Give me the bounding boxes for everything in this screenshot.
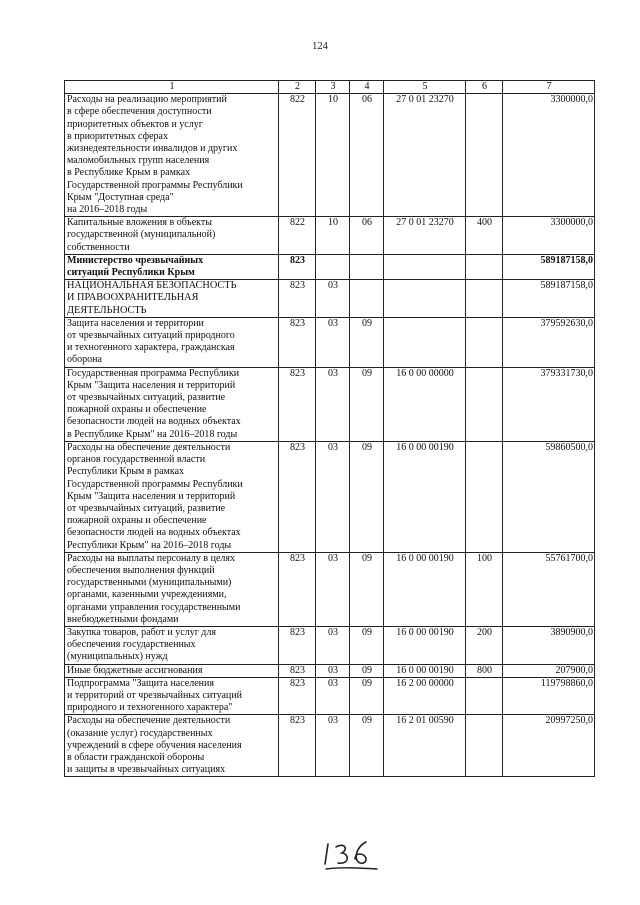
row-subsection: 06 xyxy=(350,217,384,255)
row-name: Расходы на обеспечение деятельности (оказание услуг) государственных учреждений в сфере обучения населения в области гражданской обороны и защиты в чрезвычайных ситуациях xyxy=(65,715,279,777)
row-section: 03 xyxy=(316,367,350,441)
table-row xyxy=(65,626,595,664)
row-target-article: 16 2 01 00590 xyxy=(384,715,466,777)
row-section: 03 xyxy=(316,552,350,626)
row-amount: 119798860,0 xyxy=(503,677,595,715)
table-row xyxy=(65,441,595,552)
row-subsection xyxy=(350,254,384,279)
row-name: НАЦИОНАЛЬНАЯ БЕЗОПАСНОСТЬ И ПРАВООХРАНИТЕЛЬНАЯ ДЕЯТЕЛЬНОСТЬ xyxy=(65,280,279,318)
row-target-article: 16 0 00 00190 xyxy=(384,664,466,677)
row-subsection: 09 xyxy=(350,317,384,367)
row-section: 03 xyxy=(316,441,350,552)
row-admin-code: 822 xyxy=(279,94,316,217)
row-subsection: 06 xyxy=(350,94,384,217)
row-name: Государственная программа Республики Крым "Защита населения и территорий от чрезвычайных ситуаций, развитие пожарной охраны и обеспечение безопасности людей на водных объектах в Республике Крым" на 2016–2018 годы xyxy=(65,367,279,441)
table-row xyxy=(65,367,595,441)
row-expense-type: 400 xyxy=(466,217,503,255)
row-expense-type: 800 xyxy=(466,664,503,677)
row-target-article xyxy=(384,254,466,279)
budget-table xyxy=(64,80,595,777)
handwritten-page-mark xyxy=(322,838,382,874)
table-row xyxy=(65,677,595,715)
row-name: Иные бюджетные ассигнования xyxy=(65,664,279,677)
row-admin-code: 823 xyxy=(279,254,316,279)
row-amount: 207900,0 xyxy=(503,664,595,677)
row-expense-type xyxy=(466,94,503,217)
row-section: 03 xyxy=(316,280,350,318)
page-number: 124 xyxy=(312,41,328,52)
table-row xyxy=(65,552,595,626)
row-amount: 55761700,0 xyxy=(503,552,595,626)
row-target-article: 16 0 00 00190 xyxy=(384,552,466,626)
column-header: 7 xyxy=(503,81,595,94)
row-subsection: 09 xyxy=(350,367,384,441)
column-number-row xyxy=(65,81,595,94)
row-expense-type xyxy=(466,317,503,367)
column-header: 3 xyxy=(316,81,350,94)
row-admin-code: 823 xyxy=(279,626,316,664)
row-expense-type xyxy=(466,280,503,318)
row-section: 03 xyxy=(316,677,350,715)
row-subsection: 09 xyxy=(350,677,384,715)
row-target-article: 16 0 00 00000 xyxy=(384,367,466,441)
column-header: 1 xyxy=(65,81,279,94)
row-section: 03 xyxy=(316,715,350,777)
row-name: Закупка товаров, работ и услуг для обеспечения государственных (муниципальных) нужд xyxy=(65,626,279,664)
row-expense-type xyxy=(466,441,503,552)
column-header: 2 xyxy=(279,81,316,94)
row-expense-type xyxy=(466,254,503,279)
row-admin-code: 823 xyxy=(279,664,316,677)
row-amount: 3300000,0 xyxy=(503,217,595,255)
table-row xyxy=(65,254,595,279)
row-section xyxy=(316,254,350,279)
table-row xyxy=(65,280,595,318)
row-name: Подпрограмма "Защита населения и территорий от чрезвычайных ситуаций природного и техногенного характера" xyxy=(65,677,279,715)
row-section: 10 xyxy=(316,217,350,255)
row-subsection: 09 xyxy=(350,441,384,552)
row-subsection: 09 xyxy=(350,552,384,626)
row-name: Капитальные вложения в объекты государственной (муниципальной) собственности xyxy=(65,217,279,255)
row-section: 03 xyxy=(316,664,350,677)
row-target-article: 16 2 00 00000 xyxy=(384,677,466,715)
row-amount: 379331730,0 xyxy=(503,367,595,441)
row-subsection: 09 xyxy=(350,626,384,664)
row-admin-code: 823 xyxy=(279,441,316,552)
row-expense-type xyxy=(466,715,503,777)
row-admin-code: 823 xyxy=(279,677,316,715)
row-subsection: 09 xyxy=(350,715,384,777)
row-target-article: 16 0 00 00190 xyxy=(384,441,466,552)
row-amount: 3300000,0 xyxy=(503,94,595,217)
row-admin-code: 823 xyxy=(279,280,316,318)
row-expense-type: 200 xyxy=(466,626,503,664)
row-target-article xyxy=(384,317,466,367)
row-name: Расходы на обеспечение деятельности органов государственной власти Республики Крым в рамках Государственной программы Республики Крым "Защита населения и территорий от чрезвычайных ситуаций, развитие пожарной охраны и обеспечение безопасности людей на водных объектах Республики Крым" на 2016–2018 годы xyxy=(65,441,279,552)
row-amount: 589187158,0 xyxy=(503,280,595,318)
row-amount: 59860500,0 xyxy=(503,441,595,552)
row-target-article: 16 0 00 00190 xyxy=(384,626,466,664)
row-name: Министерство чрезвычайных ситуаций Республики Крым xyxy=(65,254,279,279)
row-section: 03 xyxy=(316,626,350,664)
row-name: Расходы на реализацию мероприятий в сфере обеспечения доступности приоритетных объектов и услуг в приоритетных сферах жизнедеятельности инвалидов и других маломобильных групп населения в Республике Крым в рамках Государственной программы Республики Крым "Доступная среда" на 2016–2018 годы xyxy=(65,94,279,217)
row-subsection xyxy=(350,280,384,318)
row-admin-code: 823 xyxy=(279,317,316,367)
row-admin-code: 822 xyxy=(279,217,316,255)
row-amount: 589187158,0 xyxy=(503,254,595,279)
row-expense-type: 100 xyxy=(466,552,503,626)
row-admin-code: 823 xyxy=(279,552,316,626)
row-admin-code: 823 xyxy=(279,367,316,441)
row-section: 03 xyxy=(316,317,350,367)
row-amount: 20997250,0 xyxy=(503,715,595,777)
table-row xyxy=(65,317,595,367)
row-amount: 3890900,0 xyxy=(503,626,595,664)
row-admin-code: 823 xyxy=(279,715,316,777)
row-target-article: 27 0 01 23270 xyxy=(384,217,466,255)
column-header: 5 xyxy=(384,81,466,94)
table-row xyxy=(65,664,595,677)
column-header: 4 xyxy=(350,81,384,94)
column-header: 6 xyxy=(466,81,503,94)
table-row xyxy=(65,94,595,217)
row-name: Защита населения и территории от чрезвычайных ситуаций природного и техногенного характера, гражданская оборона xyxy=(65,317,279,367)
table-row xyxy=(65,217,595,255)
row-target-article xyxy=(384,280,466,318)
row-expense-type xyxy=(466,367,503,441)
row-expense-type xyxy=(466,677,503,715)
row-subsection: 09 xyxy=(350,664,384,677)
row-section: 10 xyxy=(316,94,350,217)
row-name: Расходы на выплаты персоналу в целях обеспечения выполнения функций государственными (муниципальными) органами, казенными учреждениями, органами управления государственными внебюджетными фондами xyxy=(65,552,279,626)
table-row xyxy=(65,715,595,777)
row-amount: 379592630,0 xyxy=(503,317,595,367)
row-target-article: 27 0 01 23270 xyxy=(384,94,466,217)
